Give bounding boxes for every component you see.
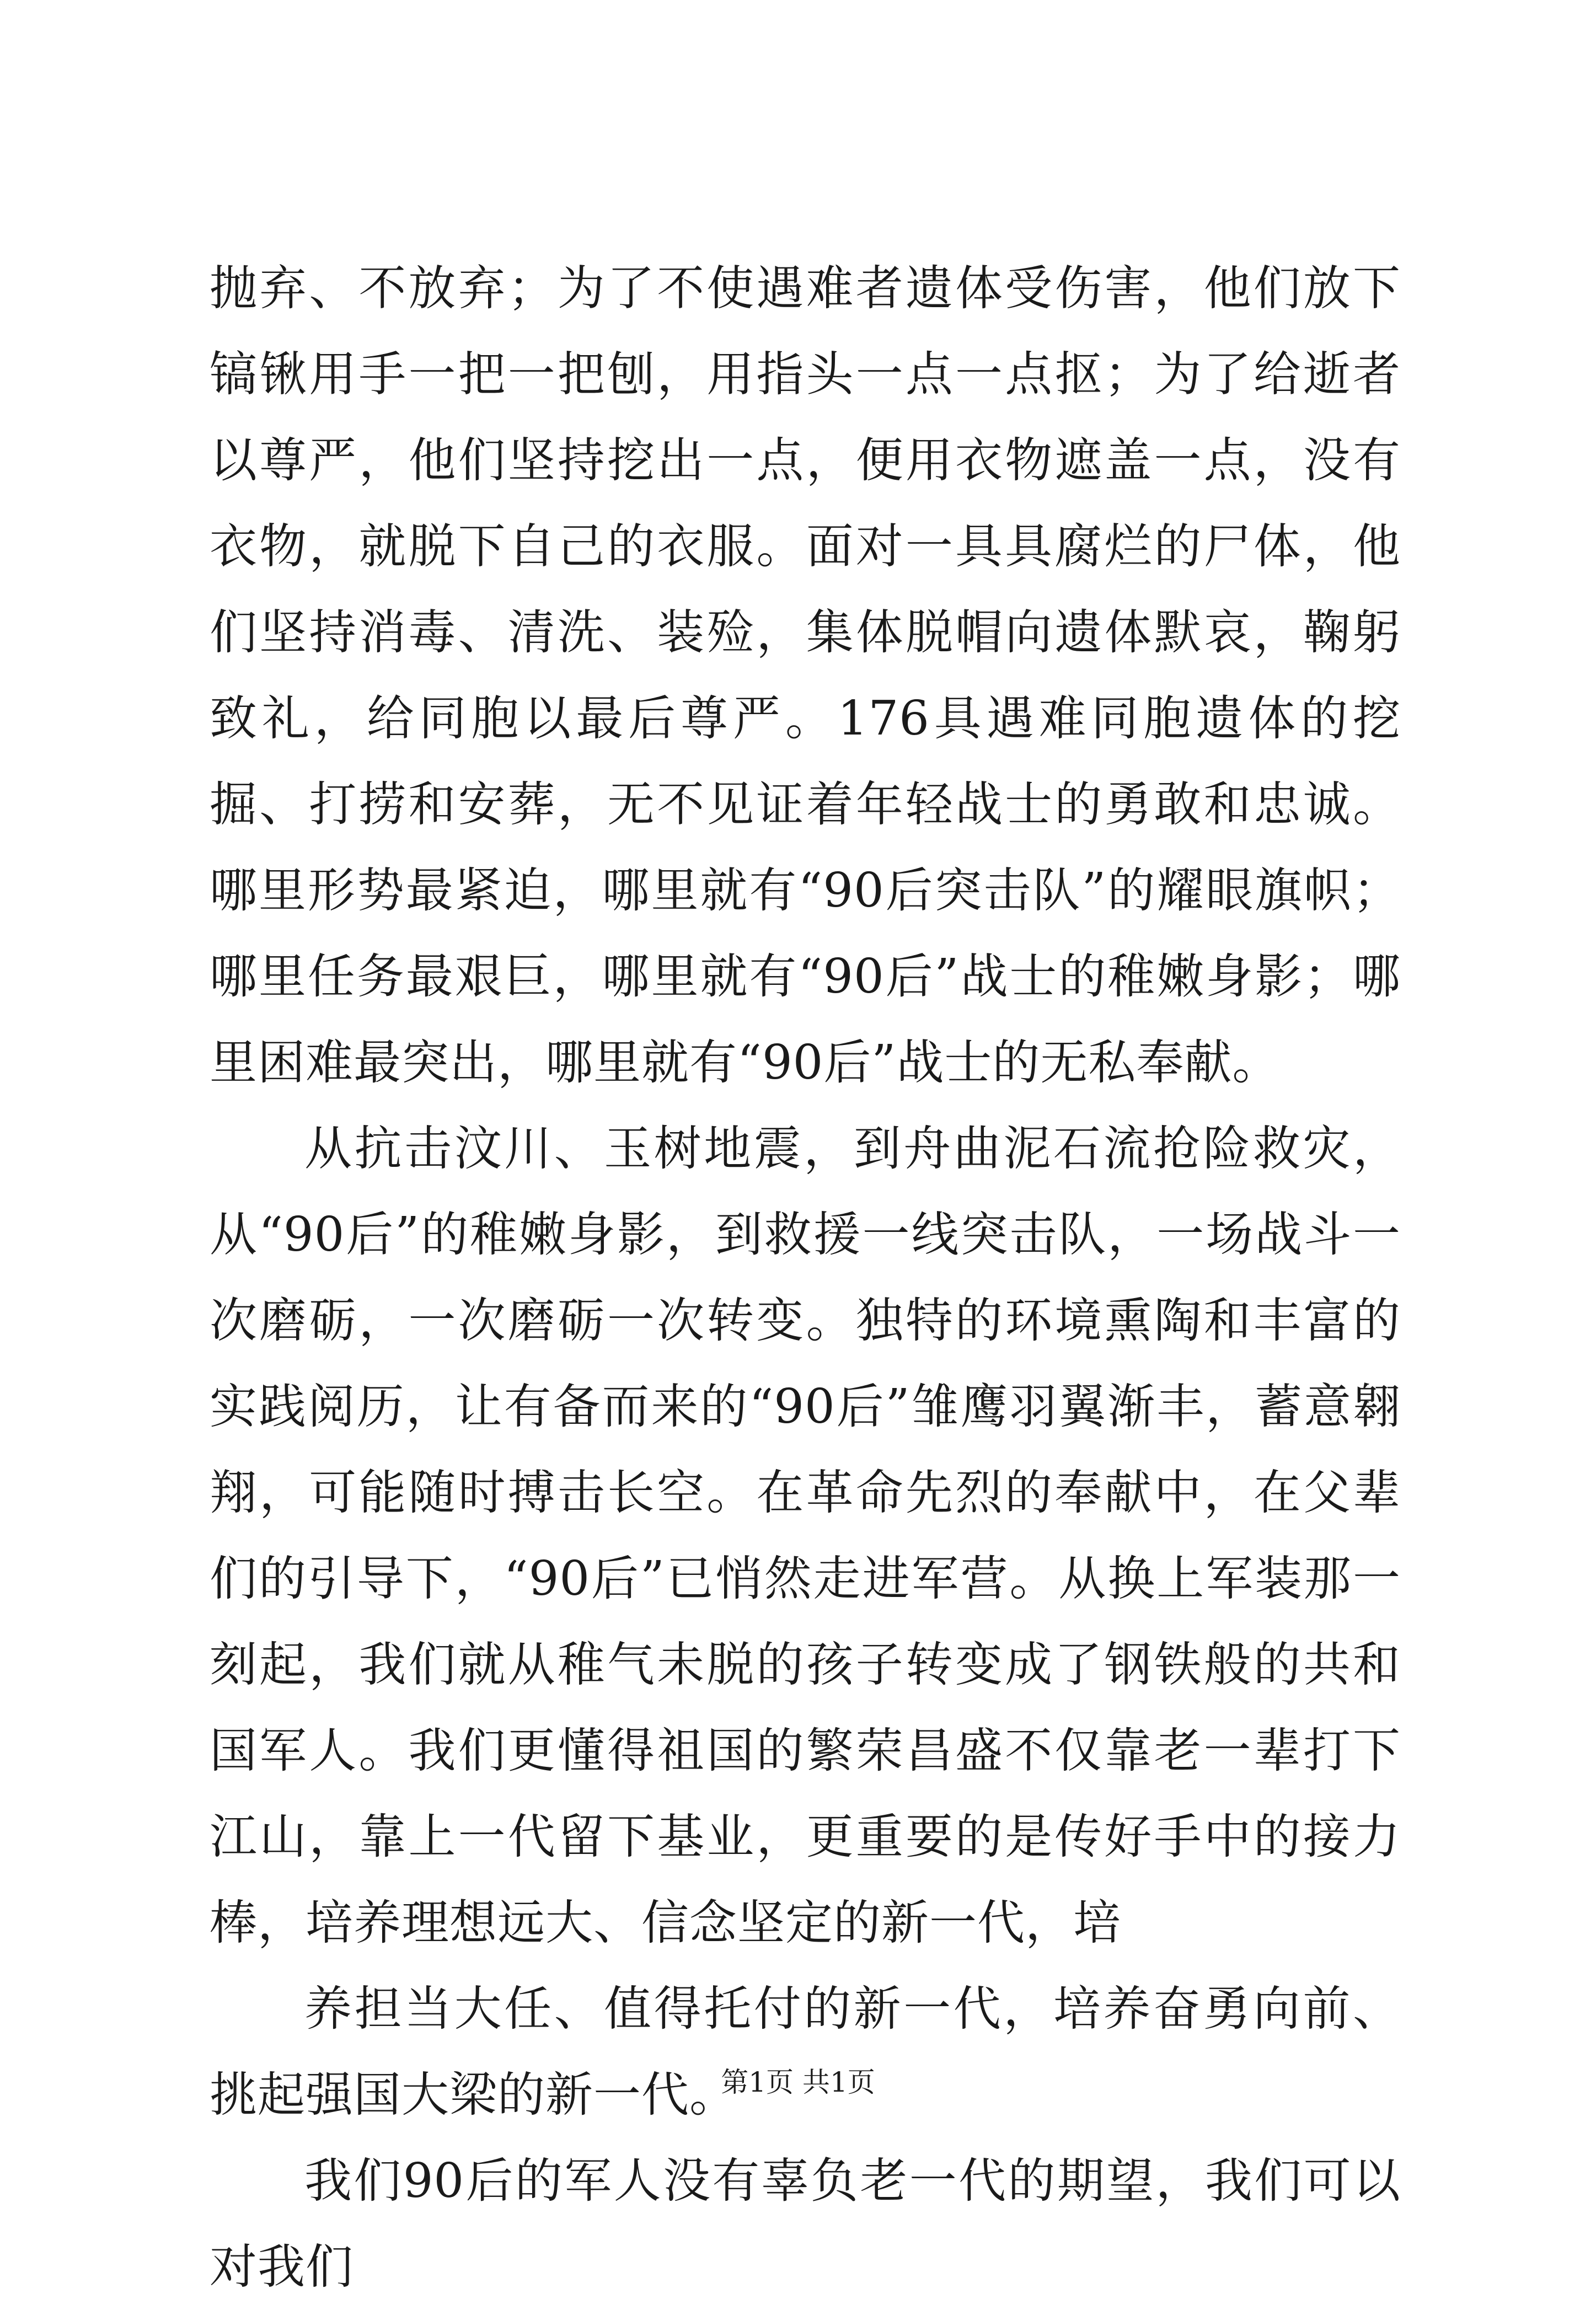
paragraph-2: 从抗击汶川、玉树地震，到舟曲泥石流抢险救灾，从“90后”的稚嫩身影，到救援一线突击队，一场战斗一次磨砺，一次磨砺一次转变。独特的环境熏陶和丰富的实践阅历，让有备而来的“90后”雏鹰羽翼渐丰，蓄意翱翔，可能随时搏击长空。在革命先烈的奉献中，在父辈们的引导下，“90后”已悄然走进军营。从换上军装那一刻起，我们就从稚气未脱的孩子转变成了钢铁般的共和国军人。我们更懂得祖国的繁荣昌盛不仅靠老一辈打下江山，靠上一代留下基业，更重要的是传好手中的接力棒，培养理想远大、信念坚定的新一代，培 bbox=[210, 1121, 1401, 1950]
document-body bbox=[210, 245, 1401, 2310]
paragraph-4: 我们90后的军人没有辜负老一代的期望，我们可以对我们 bbox=[210, 2153, 1401, 2295]
page-footer: 第1页 共1页 bbox=[721, 2066, 875, 2098]
paragraph-3: 养担当大任、值得托付的新一代，培养奋勇向前、挑起强国大梁的新一代。 bbox=[210, 1981, 1401, 2123]
paragraph-1: 抛弃、不放弃；为了不使遇难者遗体受伤害，他们放下镐锹用手一把一把刨，用指头一点一点抠；为了给逝者以尊严，他们坚持挖出一点，便用衣物遮盖一点，没有衣物，就脱下自己的衣服。面对一具具腐烂的尸体，他们坚持消毒、清洗、装殓，集体脱帽向遗体默哀，鞠躬致礼，给同胞以最后尊严。176具遇难同胞遗体的挖掘、打捞和安葬，无不见证着年轻战士的勇敢和忠诚。哪里形势最紧迫，哪里就有“90后突击队”的耀眼旗帜；哪里任务最艰巨，哪里就有“90后”战士的稚嫩身影；哪里困难最突出，哪里就有“90后”战士的无私奉献。 bbox=[210, 261, 1401, 1090]
